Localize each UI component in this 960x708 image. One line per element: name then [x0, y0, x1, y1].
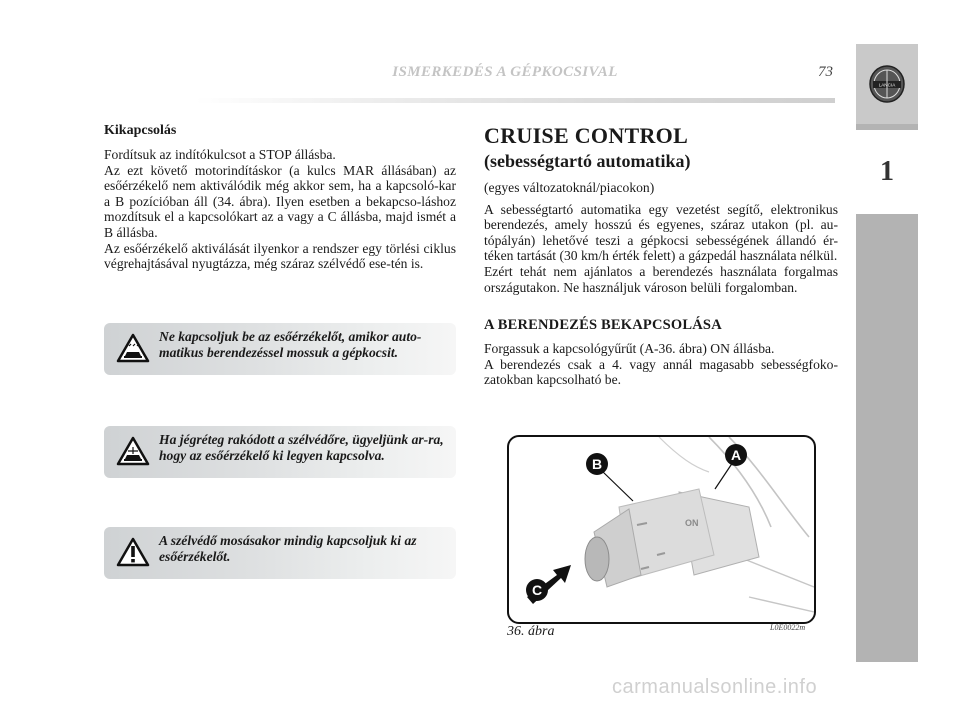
warning-text-2: Ha jégréteg rakódott a szélvédőre, ügyeljünk ar-ra, hogy az esőérzékelő ki legyen kapcsolva.	[159, 432, 444, 463]
right-paragraph-2: Ezért tehát nem ajánlatos a berendezés használata forgalmas országutakon. Ne használjuk városon belüli forgalomban.	[484, 263, 838, 295]
warning-text-1: Ne kapcsoljuk be az esőérzékelőt, amikor auto-matikus berendezéssel mossuk a gépkocsit.	[159, 329, 422, 360]
logo-text: LANCIA	[878, 82, 896, 88]
left-paragraph-2: Az ezt követő motorindításkor (a kulcs MAR állásában) az esőérzékelő nem aktiválódik még akkor sem, ha a kapcsoló-kar a B pozícióban áll (34. ábra). Ilyen esetben a bekapcso-láshoz mozdítsuk el a kapcsolókart az a vagy a C állásba, majd ismét a B állásba.	[104, 162, 456, 240]
logo-box	[856, 44, 918, 124]
activation-step-2: A berendezés csak a 4. vagy annál magasabb sebességfoko-zatokban kapcsolható be.	[484, 356, 838, 388]
label-b: B	[591, 456, 603, 472]
subsection-heading: A BERENDEZÉS BEKAPCSOLÁSA	[484, 317, 722, 334]
left-paragraph-1: Fordítsuk az indítókulcsot a STOP állásba.	[104, 147, 336, 162]
footer-watermark: carmanualsonline.info	[612, 676, 818, 698]
label-c: C	[531, 582, 543, 598]
availability-note: (egyes változatoknál/piacokon)	[484, 180, 655, 195]
chapter-number: 1	[856, 130, 918, 214]
left-column	[104, 123, 456, 272]
right-paragraph-1: A sebességtartó automatika egy vezetést segítő, elektronikus berendezés, amely hosszú és egyenes, száraz utakon (pl. au-tópályán) lehetővé teszi a gépkocsi sebességének állandó ér-téken tartását (30 km/h érték felett) a gázpedál használata nélkül.	[484, 201, 838, 264]
section-heading-off: Kikapcsolás	[104, 123, 177, 138]
chapter-tab-panel	[856, 44, 918, 662]
figure-caption: 36. ábra	[507, 624, 555, 639]
label-a: A	[730, 447, 742, 463]
activation-step-1: Forgassuk a kapcsológyűrűt (A-36. ábra) ON állásba.	[484, 341, 775, 357]
ice-warning-icon	[116, 436, 150, 466]
warning-box-1	[104, 323, 456, 375]
warning-box-2	[104, 426, 456, 478]
section-title: CRUISE CONTROL	[484, 123, 689, 148]
header-rule	[195, 98, 835, 103]
left-paragraph-3: Az esőérzékelő aktiválását ilyenkor a rendszer egy törlési ciklus végrehajtásával nyugtázza, még száraz szélvédő ese-tén is.	[104, 240, 456, 272]
page-number: 73	[818, 64, 833, 80]
exclamation-warning-icon	[116, 537, 150, 567]
car-wash-warning-icon	[116, 333, 150, 363]
ring-label-text: ON	[685, 518, 699, 528]
warning-box-3	[104, 527, 456, 579]
stalk-illustration	[509, 437, 814, 622]
right-column	[484, 123, 838, 388]
figure-cruise-stalk	[507, 435, 816, 624]
section-subtitle: (sebességtartó automatika)	[484, 151, 691, 171]
header-title: ISMERKEDÉS A GÉPKOCSIVAL	[392, 64, 618, 80]
lancia-logo-icon	[868, 64, 906, 104]
warning-text-3: A szélvédő mosásakor mindig kapcsoljuk ki az esőérzékelőt.	[159, 533, 417, 564]
figure-code: L0E0022m	[770, 623, 806, 632]
